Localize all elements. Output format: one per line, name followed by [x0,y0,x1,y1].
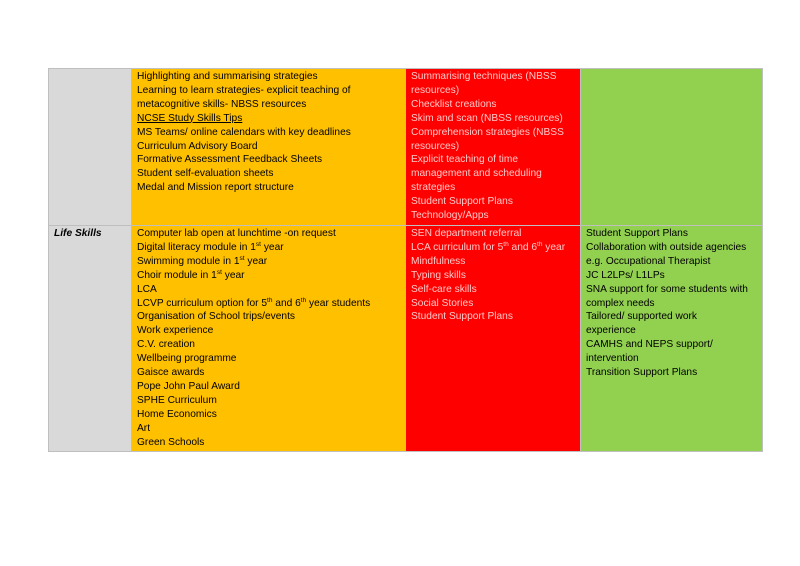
list-item: Curriculum Advisory Board [137,140,258,152]
list-item: Work experience [137,325,214,337]
list-item: MS Teams/ online calendars with key deadlines [137,126,351,138]
list-item: Highlighting and summarising strategies [137,71,318,82]
support-cell [132,225,406,452]
list-item: e.g. Occupational Therapist [586,255,711,267]
list-item: Mindfulness [411,255,466,267]
list-item: Wellbeing programme [137,353,237,365]
list-item: LCA [137,283,157,295]
row-label: Life Skills [49,225,132,452]
list-item: CAMHS and NEPS support/ [586,339,713,351]
list-item: Self-care skills [411,283,477,295]
list-item: Computer lab open at lunchtime -on request [137,227,336,239]
continuum-table [48,68,763,452]
list-item: Formative Assessment Feedback Sheets [137,154,323,166]
list-item: Student Support Plans [411,311,513,323]
list-item: Comprehension strategies (NBSS [411,126,564,138]
list-item: Explicit teaching of time [411,154,519,166]
list-item: SEN department referral [411,227,522,239]
list-item: Medal and Mission report structure [137,182,294,194]
list-item: Home Economics [137,408,217,420]
list-item: Swimming module in 1st year [137,254,268,267]
list-item: Learning to learn strategies- explicit teaching of [137,84,351,96]
list-item: resources) [411,140,460,152]
targeted-cell [581,225,763,452]
list-item: intervention [586,353,639,365]
list-item: Digital literacy module in 1st year [137,240,284,253]
list-item: SNA support for some students with [586,283,748,295]
list-item: Transition Support Plans [586,367,698,379]
list-item: Checklist creations [411,98,497,110]
table-row [49,69,763,226]
row-label [49,69,132,226]
list-item: resources) [411,84,460,96]
list-item: Student self-evaluation sheets [137,168,274,180]
list-item: SPHE Curriculum [137,394,217,406]
table-row [49,225,763,452]
list-item: Organisation of School trips/events [137,311,295,323]
list-item: LCVP curriculum option for 5th and 6th year students [137,296,371,309]
list-item: Student Support Plans [586,227,688,239]
support-cell [132,69,406,226]
list-item: metacognitive skills- NBSS resources [137,98,307,110]
list-item: experience [586,325,636,337]
list-item: Collaboration with outside agencies [586,241,747,253]
targeted-cell [581,69,763,226]
list-item: management and scheduling [411,168,542,180]
ncse-study-skills-link[interactable]: NCSE Study Skills Tips [137,112,243,124]
gap-cell [406,69,581,226]
list-item: Summarising techniques (NBSS [411,71,557,82]
list-item: Green Schools [137,436,205,448]
list-item: Pope John Paul Award [137,380,240,392]
list-item: Choir module in 1st year [137,268,245,281]
list-item: Gaisce awards [137,367,205,379]
list-item: JC L2LPs/ L1LPs [586,269,665,281]
list-item: Social Stories [411,297,474,309]
gap-cell [406,225,581,452]
list-item: Technology/Apps [411,210,489,222]
list-item: Art [137,422,151,434]
list-item: Tailored/ supported work [586,311,697,323]
list-item: LCA curriculum for 5th and 6th year [411,240,566,253]
list-item: Typing skills [411,269,466,281]
list-item: Skim and scan (NBSS resources) [411,112,563,124]
list-item: Student Support Plans [411,196,513,208]
list-item: C.V. creation [137,339,195,351]
list-item: strategies [411,182,456,194]
list-item: complex needs [586,297,655,309]
